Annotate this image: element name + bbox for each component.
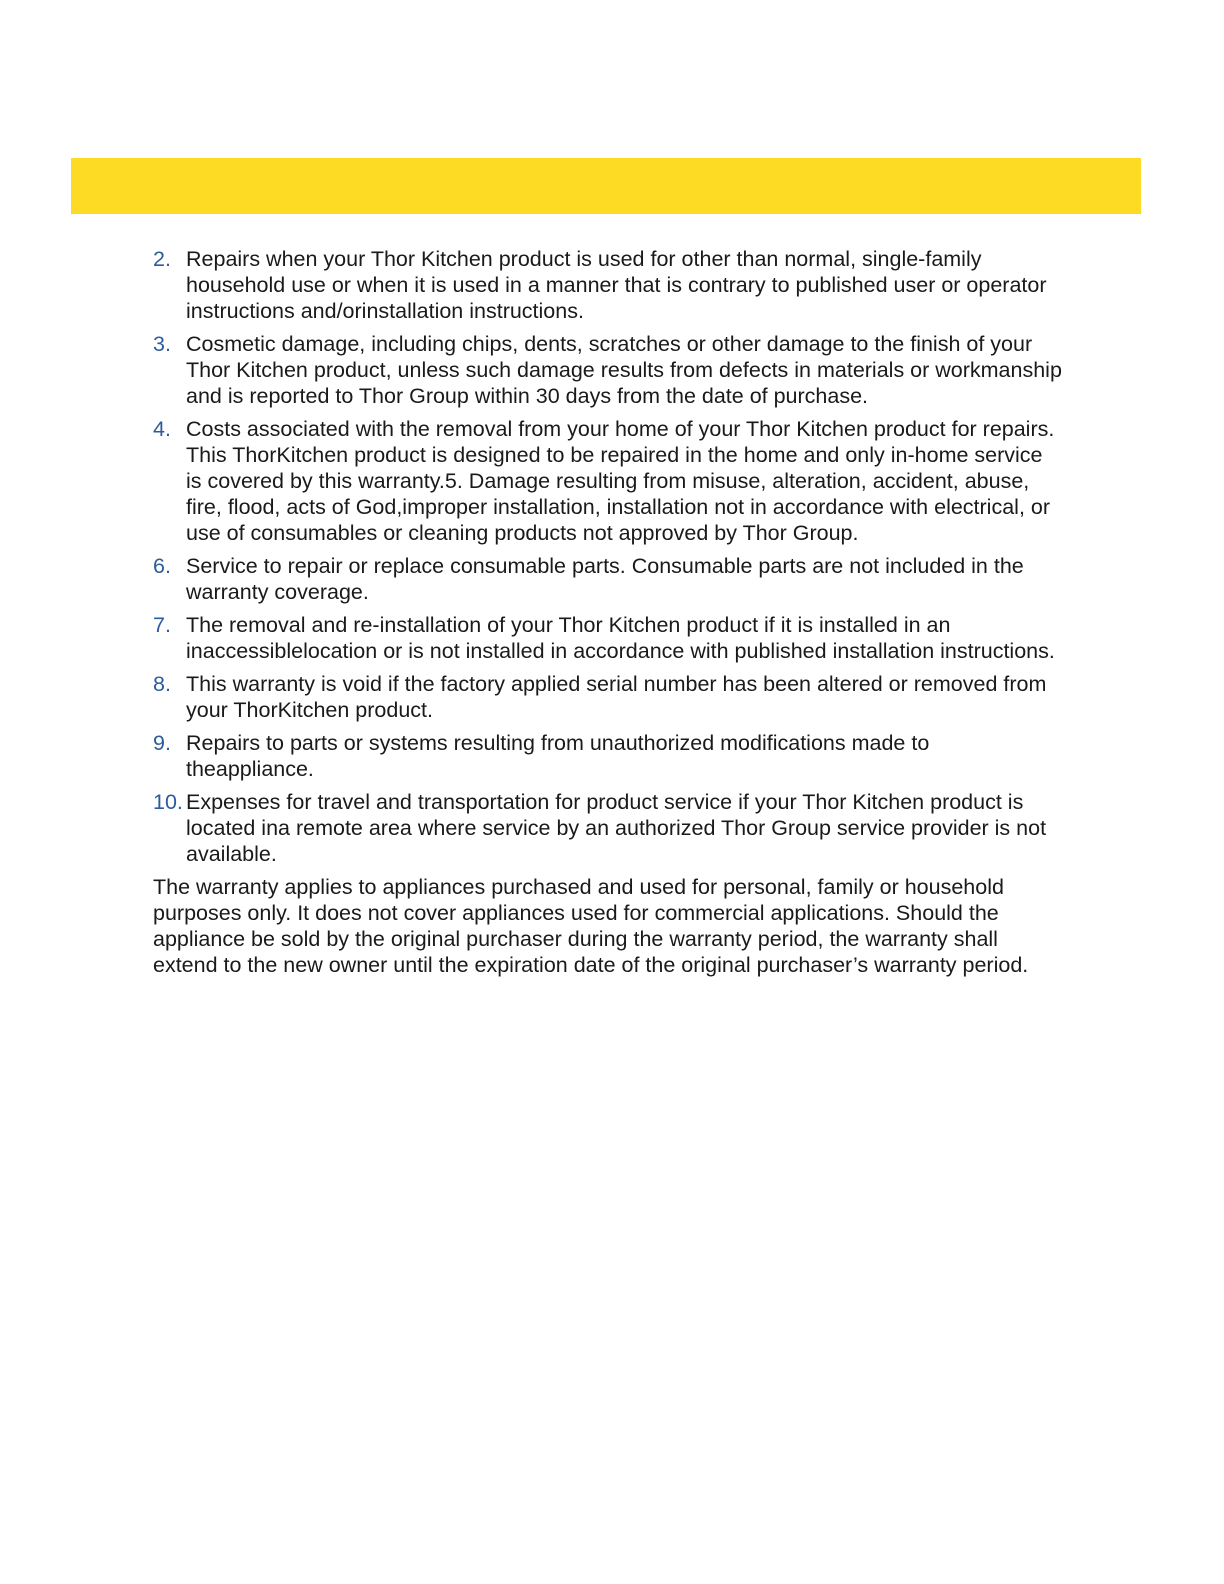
warranty-exclusions-section (153, 246, 1063, 978)
list-item-text: Repairs when your Thor Kitchen product is used for other than normal, single-family household use or when it is used in a manner that is contrary to published user or operator instructions and/orinstallation instructions. (186, 247, 1047, 323)
list-item-number: 2. (153, 247, 171, 271)
list-item-text: Cosmetic damage, including chips, dents, scratches or other damage to the finish of your Thor Kitchen product, unless such damage results from defects in materials or workmanship and is reported to Thor Group within 30 days from the date of purchase. (186, 332, 1062, 408)
list-item (153, 553, 1063, 605)
list-item-text: Expenses for travel and transportation for product service if your Thor Kitchen product is located ina remote area where service by an authorized Thor Group service provider is not available. (186, 790, 1047, 866)
list-item (153, 612, 1063, 664)
list-item (153, 671, 1063, 723)
list-item-number: 3. (153, 332, 171, 356)
list-item (153, 246, 1063, 324)
list-item-number: 9. (153, 731, 171, 755)
list-item-number: 6. (153, 554, 171, 578)
list-item-number: 4. (153, 417, 171, 441)
closing-paragraph: The warranty applies to appliances purchased and used for personal, family or household purposes only. It does not cover appliances used for commercial applications. Should the appliance be sold by the original purchaser during the warranty period, the warranty shall extend to the new owner until the expiration date of the original purchaser’s warranty period. (153, 875, 1029, 977)
list-item (153, 730, 1063, 782)
list-item-text: The removal and re-installation of your Thor Kitchen product if it is installed in an inaccessiblelocation or is not installed in accordance with published installation instructions. (186, 613, 1055, 663)
list-item-number: 7. (153, 613, 171, 637)
list-item (153, 331, 1063, 409)
list-item-text: Service to repair or replace consumable parts. Consumable parts are not included in the warranty coverage. (186, 554, 1024, 604)
list-item (153, 416, 1063, 546)
list-item-text: Costs associated with the removal from your home of your Thor Kitchen product for repairs. This ThorKitchen product is designed to be repaired in the home and only in-home service is covered by this warranty.5. Damage resulting from misuse, alteration, accident, abuse, fire, flood, acts of God,improper installation, installation not in accordance with electrical, or use of consumables or cleaning products not approved by Thor Group. (186, 417, 1055, 545)
list-item-text: This warranty is void if the factory applied serial number has been altered or removed from your ThorKitchen product. (186, 672, 1047, 722)
list-item-number: 10. (153, 790, 183, 814)
list-item (153, 789, 1063, 867)
header-band (71, 158, 1141, 214)
list-item-text: Repairs to parts or systems resulting from unauthorized modifications made to theappliance. (186, 731, 930, 781)
list-item-number: 8. (153, 672, 171, 696)
exclusions-list (153, 246, 1063, 867)
